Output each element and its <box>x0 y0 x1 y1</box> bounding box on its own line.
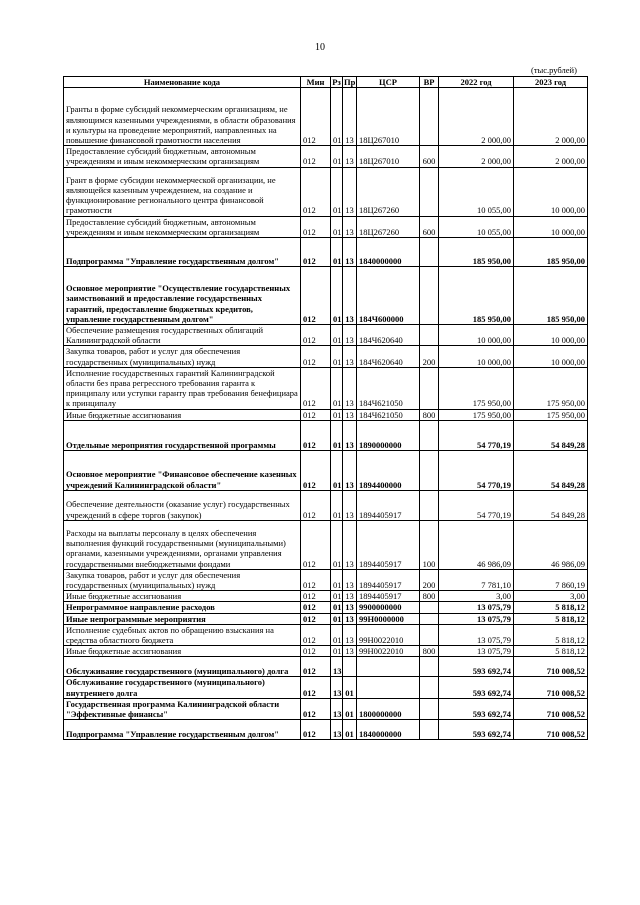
row-rz: 01 <box>331 613 343 624</box>
row-csr: 1894400000 <box>357 450 420 490</box>
row-min: 012 <box>301 520 331 569</box>
row-2022: 175 950,00 <box>439 367 514 409</box>
row-pr: 01 <box>343 698 357 719</box>
row-min: 012 <box>301 146 331 167</box>
row-rz: 01 <box>331 346 343 367</box>
table-row <box>64 367 588 409</box>
row-name: Предоставление субсидий бюджетным, автономным учреждениям и иным некоммерческим организациям <box>64 216 301 237</box>
row-csr: 18Ц267010 <box>357 88 420 146</box>
table-row <box>64 267 588 325</box>
row-2023: 10 000,00 <box>514 167 588 216</box>
row-min: 012 <box>301 657 331 677</box>
table-row <box>64 238 588 267</box>
row-csr: 18Ц267010 <box>357 146 420 167</box>
row-2022: 185 950,00 <box>439 238 514 267</box>
row-csr: 9900000000 <box>357 602 420 613</box>
row-rz: 01 <box>331 238 343 267</box>
row-csr: 18Ц267260 <box>357 216 420 237</box>
row-rz: 01 <box>331 367 343 409</box>
row-2022: 54 770,19 <box>439 490 514 520</box>
header-2022: 2022 год <box>439 77 514 88</box>
row-2022: 10 000,00 <box>439 346 514 367</box>
row-vr <box>420 325 439 346</box>
header-vr: ВР <box>420 77 439 88</box>
row-name: Обеспечение деятельности (оказание услуг) государственных учреждений в сфере торгов (закупок) <box>64 490 301 520</box>
row-csr: 18Ц267260 <box>357 167 420 216</box>
row-2022: 2 000,00 <box>439 146 514 167</box>
row-rz: 01 <box>331 88 343 146</box>
table-row <box>64 646 588 657</box>
table-row <box>64 146 588 167</box>
row-csr: 184Ч600000 <box>357 267 420 325</box>
row-pr: 01 <box>343 677 357 698</box>
row-2023: 2 000,00 <box>514 88 588 146</box>
table-row <box>64 216 588 237</box>
table-row <box>64 613 588 624</box>
row-rz: 01 <box>331 409 343 420</box>
table-row <box>64 624 588 645</box>
row-name: Непрограммное направление расходов <box>64 602 301 613</box>
header-rz: Рз <box>332 77 341 87</box>
row-vr <box>420 602 439 613</box>
row-min: 012 <box>301 720 331 740</box>
row-min: 012 <box>301 367 331 409</box>
row-2023: 185 950,00 <box>514 238 588 267</box>
row-min: 012 <box>301 698 331 719</box>
table-row <box>64 450 588 490</box>
units-label: (тыс.рублей) <box>531 65 577 75</box>
row-csr: 184Ч621050 <box>357 367 420 409</box>
row-rz: 01 <box>331 420 343 450</box>
row-rz: 01 <box>331 624 343 645</box>
table-body <box>64 88 588 740</box>
row-pr: 13 <box>343 216 357 237</box>
row-vr: 600 <box>420 146 439 167</box>
row-2023: 54 849,28 <box>514 450 588 490</box>
row-rz: 01 <box>331 146 343 167</box>
row-min: 012 <box>301 420 331 450</box>
row-min: 012 <box>301 624 331 645</box>
row-rz: 13 <box>331 698 343 719</box>
table-row <box>64 657 588 677</box>
row-2022: 593 692,74 <box>439 698 514 719</box>
row-pr <box>343 657 357 677</box>
row-name: Грант в форме субсидии некоммерческой организации, не являющейся казенным учреждением, на создание и функционирование регионального центра финансовой грамотности <box>64 167 301 216</box>
row-name: Гранты в форме субсидий некоммерческим организациям, не являющимся казенными учреждениями, в области образования и культуры на проведение мероприятий, направленных на повышение финансовой грамотности населения <box>64 88 301 146</box>
row-min: 012 <box>301 613 331 624</box>
row-vr <box>420 720 439 740</box>
row-2023: 710 008,52 <box>514 657 588 677</box>
row-2023: 5 818,12 <box>514 624 588 645</box>
row-csr: 1800000000 <box>357 698 420 719</box>
row-min: 012 <box>301 346 331 367</box>
row-2023: 710 008,52 <box>514 677 588 698</box>
row-csr: 1894405917 <box>357 520 420 569</box>
row-vr: 100 <box>420 520 439 569</box>
row-2022: 7 781,10 <box>439 569 514 590</box>
row-min: 012 <box>301 490 331 520</box>
row-vr <box>420 677 439 698</box>
row-2022: 10 000,00 <box>439 325 514 346</box>
row-2023: 5 818,12 <box>514 602 588 613</box>
row-name: Исполнение судебных актов по обращению взыскания на средства областного бюджета <box>64 624 301 645</box>
row-2022: 3,00 <box>439 591 514 602</box>
row-pr: 13 <box>343 267 357 325</box>
row-rz: 01 <box>331 490 343 520</box>
row-rz: 01 <box>331 591 343 602</box>
row-pr: 13 <box>343 613 357 624</box>
row-name: Обслуживание государственного (муниципального) внутреннего долга <box>64 677 301 698</box>
row-2023: 710 008,52 <box>514 720 588 740</box>
header-pr: Пр <box>344 77 356 87</box>
row-vr: 600 <box>420 216 439 237</box>
row-2022: 10 055,00 <box>439 216 514 237</box>
row-2022: 593 692,74 <box>439 657 514 677</box>
row-csr: 1894405917 <box>357 490 420 520</box>
row-pr: 13 <box>343 520 357 569</box>
row-csr: 1840000000 <box>357 720 420 740</box>
row-rz: 13 <box>331 677 343 698</box>
row-vr <box>420 450 439 490</box>
header-name: Наименование кода <box>64 77 301 88</box>
row-rz: 01 <box>331 325 343 346</box>
row-2023: 2 000,00 <box>514 146 588 167</box>
row-pr: 13 <box>343 238 357 267</box>
row-2022: 2 000,00 <box>439 88 514 146</box>
table-row <box>64 720 588 740</box>
row-min: 012 <box>301 267 331 325</box>
row-csr: 184Ч621050 <box>357 409 420 420</box>
row-min: 012 <box>301 677 331 698</box>
row-pr: 13 <box>343 602 357 613</box>
row-2023: 54 849,28 <box>514 490 588 520</box>
row-rz: 13 <box>331 720 343 740</box>
table-row <box>64 602 588 613</box>
row-min: 012 <box>301 450 331 490</box>
row-name: Обеспечение размещения государственных облигаций Калининградской области <box>64 325 301 346</box>
row-pr: 13 <box>343 146 357 167</box>
row-name: Обслуживание государственного (муниципального) долга <box>64 657 301 677</box>
row-rz: 01 <box>331 267 343 325</box>
header-2023: 2023 год <box>514 77 588 88</box>
row-name: Отдельные мероприятия государственной программы <box>64 420 301 450</box>
row-name: Подпрограмма "Управление государственным долгом" <box>64 238 301 267</box>
row-pr: 13 <box>343 367 357 409</box>
row-2023: 54 849,28 <box>514 420 588 450</box>
row-csr: 184Ч620640 <box>357 346 420 367</box>
row-vr: 200 <box>420 569 439 590</box>
row-2022: 593 692,74 <box>439 677 514 698</box>
table-row <box>64 591 588 602</box>
row-vr: 200 <box>420 346 439 367</box>
table-row <box>64 325 588 346</box>
row-vr <box>420 613 439 624</box>
row-pr: 13 <box>343 167 357 216</box>
row-pr: 13 <box>343 420 357 450</box>
row-pr: 01 <box>343 720 357 740</box>
row-rz: 01 <box>331 216 343 237</box>
row-2022: 10 055,00 <box>439 167 514 216</box>
row-rz: 01 <box>331 602 343 613</box>
row-min: 012 <box>301 591 331 602</box>
row-rz: 01 <box>331 646 343 657</box>
table-row <box>64 520 588 569</box>
row-rz: 01 <box>331 450 343 490</box>
row-2022: 13 075,79 <box>439 602 514 613</box>
row-csr: 1894405917 <box>357 591 420 602</box>
row-name: Иные непрограммные мероприятия <box>64 613 301 624</box>
row-pr: 13 <box>343 646 357 657</box>
table-row <box>64 698 588 719</box>
row-2023: 46 986,09 <box>514 520 588 569</box>
row-vr <box>420 267 439 325</box>
row-min: 012 <box>301 409 331 420</box>
row-vr <box>420 238 439 267</box>
row-rz: 13 <box>331 657 343 677</box>
row-vr <box>420 88 439 146</box>
row-csr: 99Н0000000 <box>357 613 420 624</box>
row-csr: 1894405917 <box>357 569 420 590</box>
row-csr <box>357 657 420 677</box>
row-pr: 13 <box>343 624 357 645</box>
budget-table <box>63 76 588 740</box>
row-2023: 710 008,52 <box>514 698 588 719</box>
row-2022: 185 950,00 <box>439 267 514 325</box>
row-min: 012 <box>301 646 331 657</box>
table-row <box>64 490 588 520</box>
row-min: 012 <box>301 325 331 346</box>
row-csr: 1840000000 <box>357 238 420 267</box>
row-vr: 800 <box>420 591 439 602</box>
row-csr: 99Н0022010 <box>357 624 420 645</box>
row-2023: 10 000,00 <box>514 346 588 367</box>
row-csr: 99Н0022010 <box>357 646 420 657</box>
row-2022: 54 770,19 <box>439 420 514 450</box>
row-2023: 10 000,00 <box>514 216 588 237</box>
row-name: Основное мероприятие "Финансовое обеспечение казенных учреждений Калининградской области" <box>64 450 301 490</box>
row-rz: 01 <box>331 520 343 569</box>
row-vr <box>420 167 439 216</box>
row-name: Закупка товаров, работ и услуг для обеспечения государственных (муниципальных) нужд <box>64 346 301 367</box>
table-row <box>64 677 588 698</box>
row-2023: 3,00 <box>514 591 588 602</box>
row-name: Предоставление субсидий бюджетным, автономным учреждениям и иным некоммерческим организациям <box>64 146 301 167</box>
row-min: 012 <box>301 238 331 267</box>
row-name: Подпрограмма "Управление государственным долгом" <box>64 720 301 740</box>
table-header-row <box>64 77 588 88</box>
row-rz: 01 <box>331 167 343 216</box>
row-2023: 5 818,12 <box>514 646 588 657</box>
row-2022: 13 075,79 <box>439 624 514 645</box>
row-vr <box>420 420 439 450</box>
row-name: Иные бюджетные ассигнования <box>64 409 301 420</box>
row-vr <box>420 657 439 677</box>
table-row <box>64 569 588 590</box>
row-vr <box>420 624 439 645</box>
row-pr: 13 <box>343 346 357 367</box>
row-min: 012 <box>301 602 331 613</box>
row-2023: 10 000,00 <box>514 325 588 346</box>
row-name: Иные бюджетные ассигнования <box>64 646 301 657</box>
row-2023: 7 860,19 <box>514 569 588 590</box>
row-pr: 13 <box>343 569 357 590</box>
row-vr <box>420 367 439 409</box>
row-name: Исполнение государственных гарантий Калининградской области без права регрессного требования гаранта к принципалу или уступки гаранту прав требования бенефициара к принципалу <box>64 367 301 409</box>
row-name: Расходы на выплаты персоналу в целях обеспечения выполнения функций государственными (муниципальными) органами, казенными учреждениями, органами управления государственными внебюджетными фондами <box>64 520 301 569</box>
row-vr <box>420 490 439 520</box>
row-vr <box>420 698 439 719</box>
row-rz: 01 <box>331 569 343 590</box>
row-2023: 185 950,00 <box>514 267 588 325</box>
row-pr: 13 <box>343 490 357 520</box>
row-2022: 54 770,19 <box>439 450 514 490</box>
row-pr: 13 <box>343 409 357 420</box>
row-min: 012 <box>301 88 331 146</box>
row-2022: 46 986,09 <box>439 520 514 569</box>
header-csr: ЦСР <box>357 77 420 88</box>
row-vr: 800 <box>420 409 439 420</box>
row-2022: 13 075,79 <box>439 646 514 657</box>
row-pr: 13 <box>343 450 357 490</box>
row-2023: 175 950,00 <box>514 367 588 409</box>
row-csr <box>357 677 420 698</box>
row-name: Государственная программа Калининградской области "Эффективные финансы" <box>64 698 301 719</box>
row-pr: 13 <box>343 88 357 146</box>
row-vr: 800 <box>420 646 439 657</box>
row-name: Основное мероприятие "Осуществление государственных заимствований и предоставление государственных гарантий, предоставление бюджетных кредитов, управление государственным долгом" <box>64 267 301 325</box>
table-row <box>64 167 588 216</box>
row-min: 012 <box>301 167 331 216</box>
row-csr: 1890000000 <box>357 420 420 450</box>
row-2022: 593 692,74 <box>439 720 514 740</box>
header-min: Мин <box>301 77 331 88</box>
row-min: 012 <box>301 216 331 237</box>
row-min: 012 <box>301 569 331 590</box>
row-2022: 175 950,00 <box>439 409 514 420</box>
row-csr: 184Ч620640 <box>357 325 420 346</box>
row-pr: 13 <box>343 591 357 602</box>
table-row <box>64 346 588 367</box>
row-name: Иные бюджетные ассигнования <box>64 591 301 602</box>
row-2023: 175 950,00 <box>514 409 588 420</box>
page-number: 10 <box>315 42 325 53</box>
row-name: Закупка товаров, работ и услуг для обеспечения государственных (муниципальных) нужд <box>64 569 301 590</box>
table-row <box>64 409 588 420</box>
row-2022: 13 075,79 <box>439 613 514 624</box>
table-row <box>64 420 588 450</box>
row-2023: 5 818,12 <box>514 613 588 624</box>
row-pr: 13 <box>343 325 357 346</box>
table-row <box>64 88 588 146</box>
